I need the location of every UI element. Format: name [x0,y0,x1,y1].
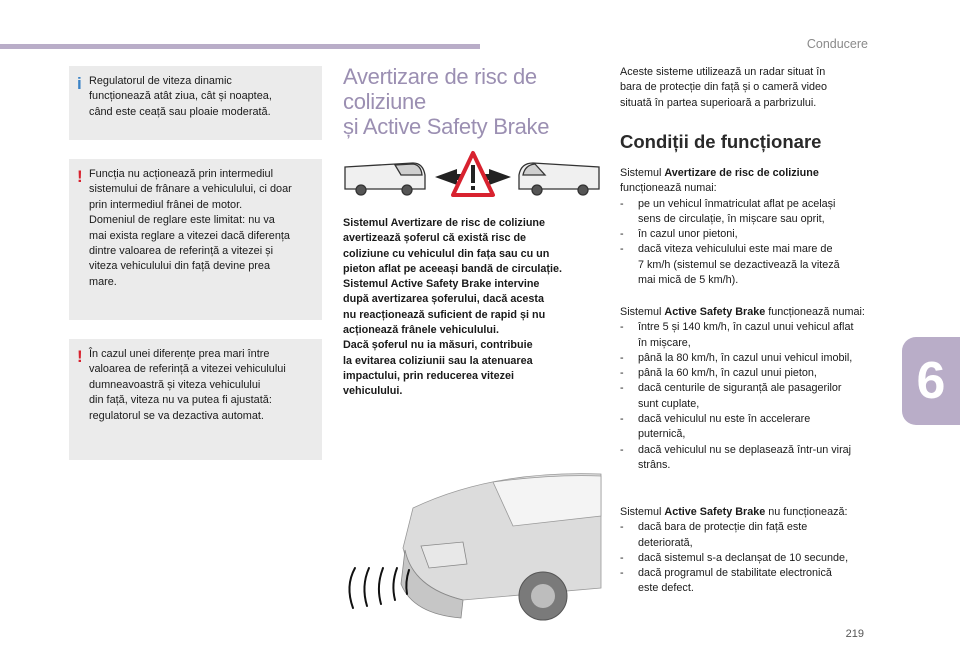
block-suffix: nu funcționează: [765,506,848,518]
system-name: Active Safety Brake [664,306,766,318]
front-vehicle-icon [519,163,599,195]
block-prefix: Sistemul [620,167,665,179]
list-item: - până la 80 km/h, în cazul unui vehicul imobil, [620,351,853,364]
warning-note [69,159,322,320]
conditions-list [620,320,882,473]
block-suffix: funcționează numai: [620,182,717,195]
list-item: - dacă vehiculul nu se deplasează într-un viraj strâns. [620,443,852,471]
system-name: Avertizare de risc de coliziune [664,167,819,179]
list-item: - dacă programul de stabilitate electronică este defect. [620,567,832,595]
list-item: - între 5 și 140 km/h, în cazul unui vehicul aflat în mișcare, [620,321,854,349]
warning-note [69,339,322,460]
page-number: 219 [845,628,864,640]
block-intro [620,166,882,197]
collision-warning-icon [343,147,603,207]
conditions-block [620,505,882,597]
info-note-text: Regulatorul de viteza dinamic funcționează atât ziua, cât și noaptea, când este ceață sau ploaie moderată. [89,75,272,118]
section-title: Conducere [806,37,868,51]
block-suffix: funcționează numai: [765,306,865,318]
list-item: - dacă vehiculul nu este în accelerare puternică, [620,413,811,441]
conditions-list [620,520,882,596]
section-heading: Avertizare de risc de coliziune și Active Safety Brake [343,64,550,139]
conditions-heading: Condiții de funcționare [620,131,822,152]
block-intro [620,305,882,320]
intro-paragraph: Aceste sisteme utilizează un radar situat în bara de protecție din față și o cameră video situată în partea superioară a parbrizului. [620,66,828,109]
warning-icon: ! [77,167,83,186]
list-item: - dacă viteza vehiculului este mai mare de 7 km/h (sistemul se dezactivează la viteză mai mică de 5 km/h). [620,243,840,287]
conditions-list [620,197,882,289]
conditions-block [620,166,882,288]
block-prefix: Sistemul [620,506,665,518]
system-description: Sistemul Avertizare de risc de coliziune avertizează șoferul că există risc de coliziune cu vehiculul din fața sau cu un pieton aflat pe aceeași bandă de circulație. Sistemul Active Safety Brake intervine după avertizarea șoferului, dacă acesta nu reacționează suficient de rapid și nu acționează frânele vehiculului. Dacă șoferul nu ia măsuri, contribuie la evitarea coliziunii sau la atenuarea impactului, prin reducerea vitezei vehiculului. [343,217,563,398]
list-item: - până la 60 km/h, în cazul unui pieton, [620,367,817,380]
list-item: - pe un vehicul înmatriculat aflat pe același sens de circulație, în mișcare sau oprit, [620,197,836,225]
chapter-tab: 6 [902,337,960,425]
warning-note-text: În cazul unei diferențe prea mari între valoarea de referință a vitezei vehiculului dumneavoastră și viteza vehiculului din față, viteza nu va putea fi ajustată: regulatorul se va dezactiva automat. [89,348,286,422]
list-item: - dacă sistemul s-a declanșat de 10 secunde, [620,551,849,564]
header-bar [0,44,480,49]
list-item: - dacă bara de protecție din față este deteriorată, [620,521,808,549]
list-item: - dacă centurile de siguranță ale pasagerilor sunt cuplate, [620,382,842,410]
list-item: - în cazul unor pietoni, [620,228,738,241]
system-name: Active Safety Brake [664,506,766,518]
front-radar-car-icon [343,468,603,626]
block-prefix: Sistemul [620,306,665,318]
rear-vehicle-icon [345,163,425,195]
warning-icon: ! [77,347,83,366]
info-icon: i [77,74,82,93]
info-note [69,66,322,140]
warning-note-text: Funcția nu acționează prin intermediul sistemului de frânare a vehiculului, ci doar prin intermediul frânei de motor. Domeniul de reglare este limitat: nu va mai exista reglare a vitezei dacă diferența dintre valoarea de referință a vitezei și viteza vehiculului din față devine prea mare. [89,168,292,288]
conditions-block [620,305,882,473]
block-intro [620,505,882,520]
